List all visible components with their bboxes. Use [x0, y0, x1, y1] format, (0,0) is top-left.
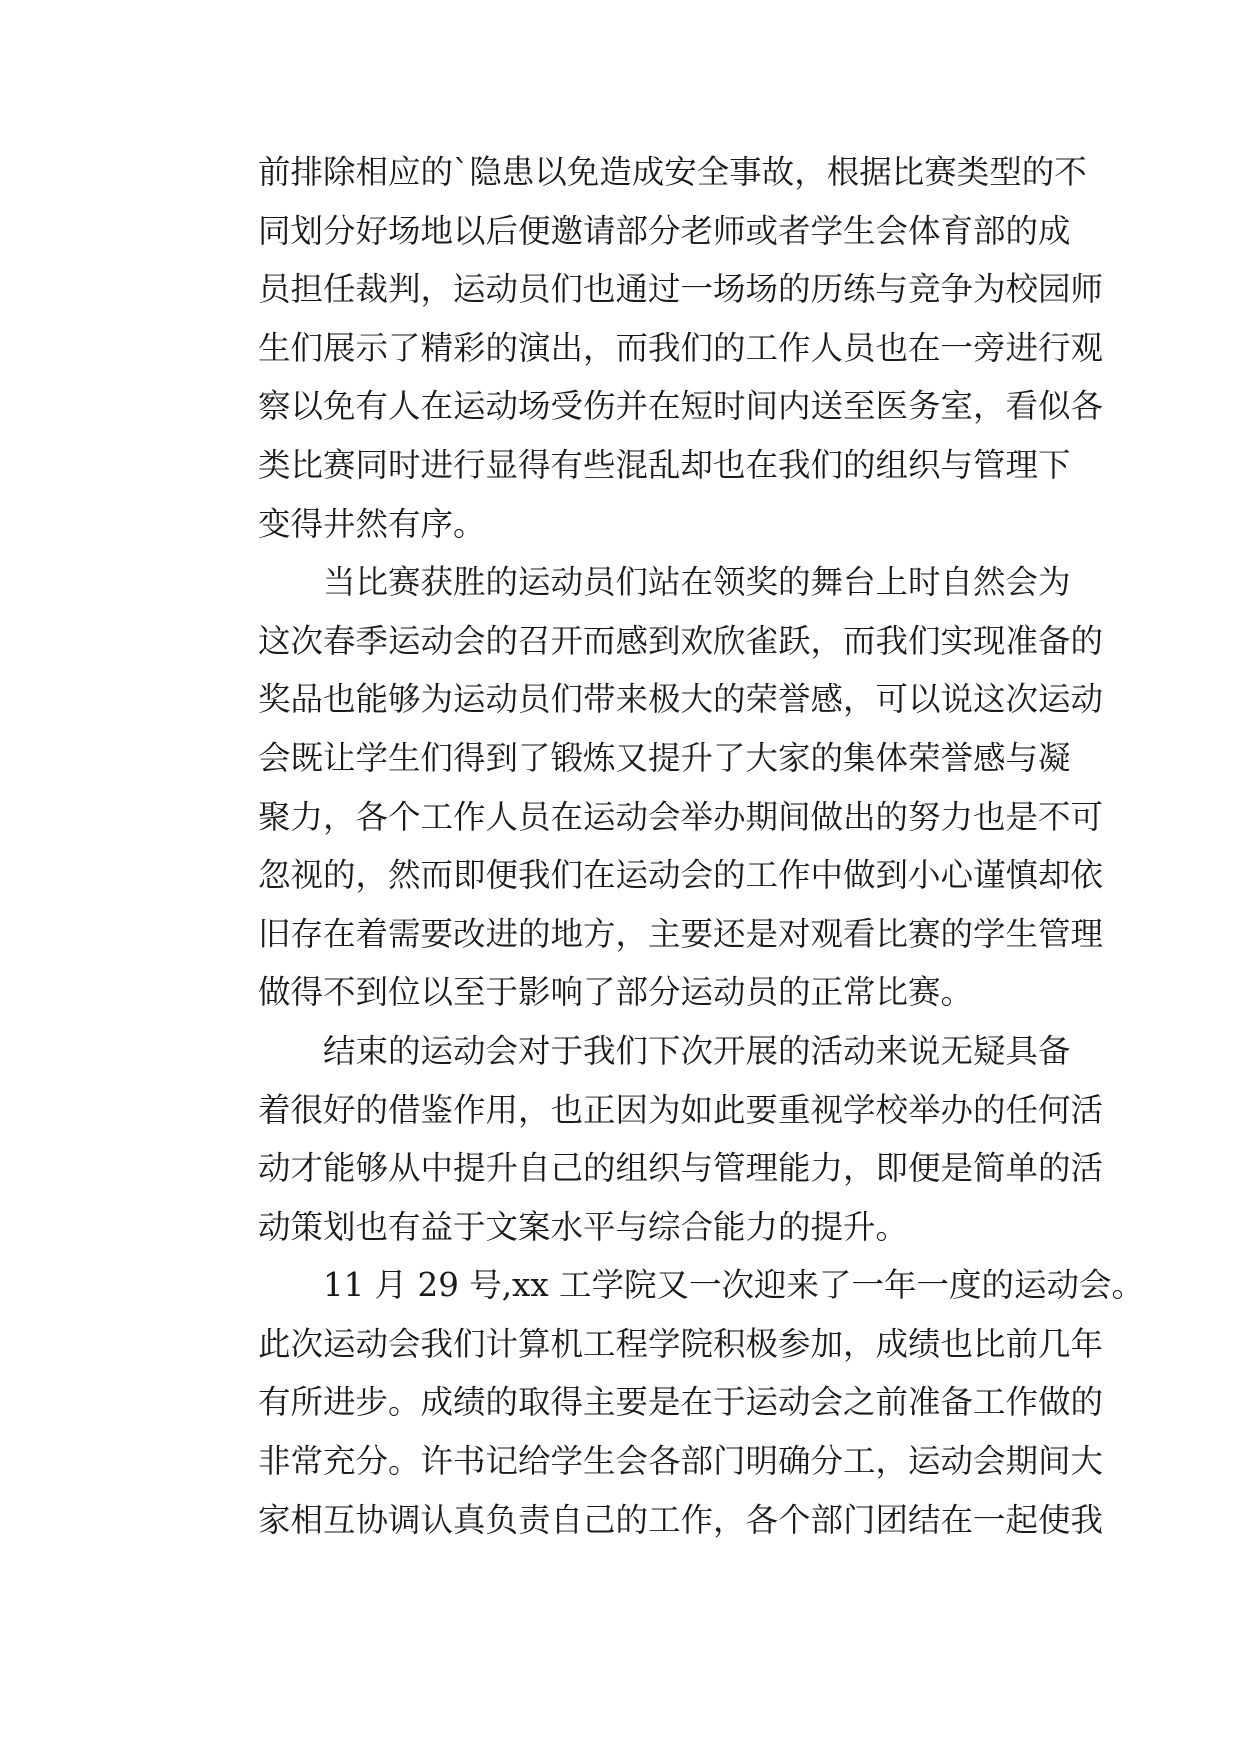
text-line: 变得井然有序。: [258, 504, 486, 543]
paragraph: [193, 553, 1104, 1022]
paragraph: [193, 143, 1104, 553]
text-line: 类比赛同时进行显得有些混乱却也在我们的组织与管理下: [258, 445, 1071, 484]
paragraph: [193, 1022, 1104, 1256]
text-line: 察以免有人在运动场受伤并在短时间内送至医务室，看似各: [258, 387, 1104, 426]
text-line: 当比赛获胜的运动员们站在领奖的舞台上时自然会为: [323, 563, 1071, 602]
text-line: 前排除相应的`隐患以免造成安全事故，根据比赛类型的不: [258, 153, 1087, 191]
text-line: 结束的运动会对于我们下次开展的活动来说无疑具备: [323, 1031, 1071, 1070]
text-line: 非常充分。许书记给学生会各部门明确分工，运动会期间大: [258, 1442, 1104, 1481]
paragraph: [193, 1256, 1145, 1549]
text-line: 聚力，各个工作人员在运动会举办期间做出的努力也是不可: [258, 797, 1104, 836]
text-line: 奖品也能够为运动员们带来极大的荣誉感，可以说这次运动: [258, 680, 1104, 719]
text-line: 旧存在着需要改进的地方，主要还是对观看比赛的学生管理: [258, 914, 1104, 953]
text-line: 忽视的，然而即便我们在运动会的工作中做到小心谨慎却依: [258, 856, 1104, 895]
text-line: 这次春季运动会的召开而感到欢欣雀跃，而我们实现准备的: [258, 621, 1104, 660]
text-line: 有所进步。成绩的取得主要是在于运动会之前准备工作做的: [258, 1383, 1104, 1422]
text-line: 着很好的借鉴作用，也正因为如此要重视学校举办的任何活: [258, 1090, 1104, 1129]
text-line: 员担任裁判，运动员们也通过一场场的历练与竞争为校园师: [258, 270, 1104, 309]
text-line: 家相互协调认真负责自己的工作，各个部门团结在一起使我: [258, 1500, 1104, 1539]
text-line: 生们展示了精彩的演出，而我们的工作人员也在一旁进行观: [258, 328, 1104, 367]
text-line: 同划分好场地以后便邀请部分老师或者学生会体育部的成: [258, 211, 1071, 250]
text-line: 动才能够从中提升自己的组织与管理能力，即便是简单的活: [258, 1149, 1104, 1188]
text-line: 11 月 29 号,xx 工学院又一次迎来了一年一度的运动会。: [323, 1266, 1145, 1305]
text-line: 动策划也有益于文案水平与综合能力的提升。: [258, 1207, 909, 1246]
text-line: 会既让学生们得到了锻炼又提升了大家的集体荣誉感与凝: [258, 738, 1071, 777]
document-body: [193, 143, 1145, 1549]
text-line: 此次运动会我们计算机工程学院积极参加，成绩也比前几年: [258, 1324, 1104, 1363]
text-line: 做得不到位以至于影响了部分运动员的正常比赛。: [258, 973, 974, 1012]
